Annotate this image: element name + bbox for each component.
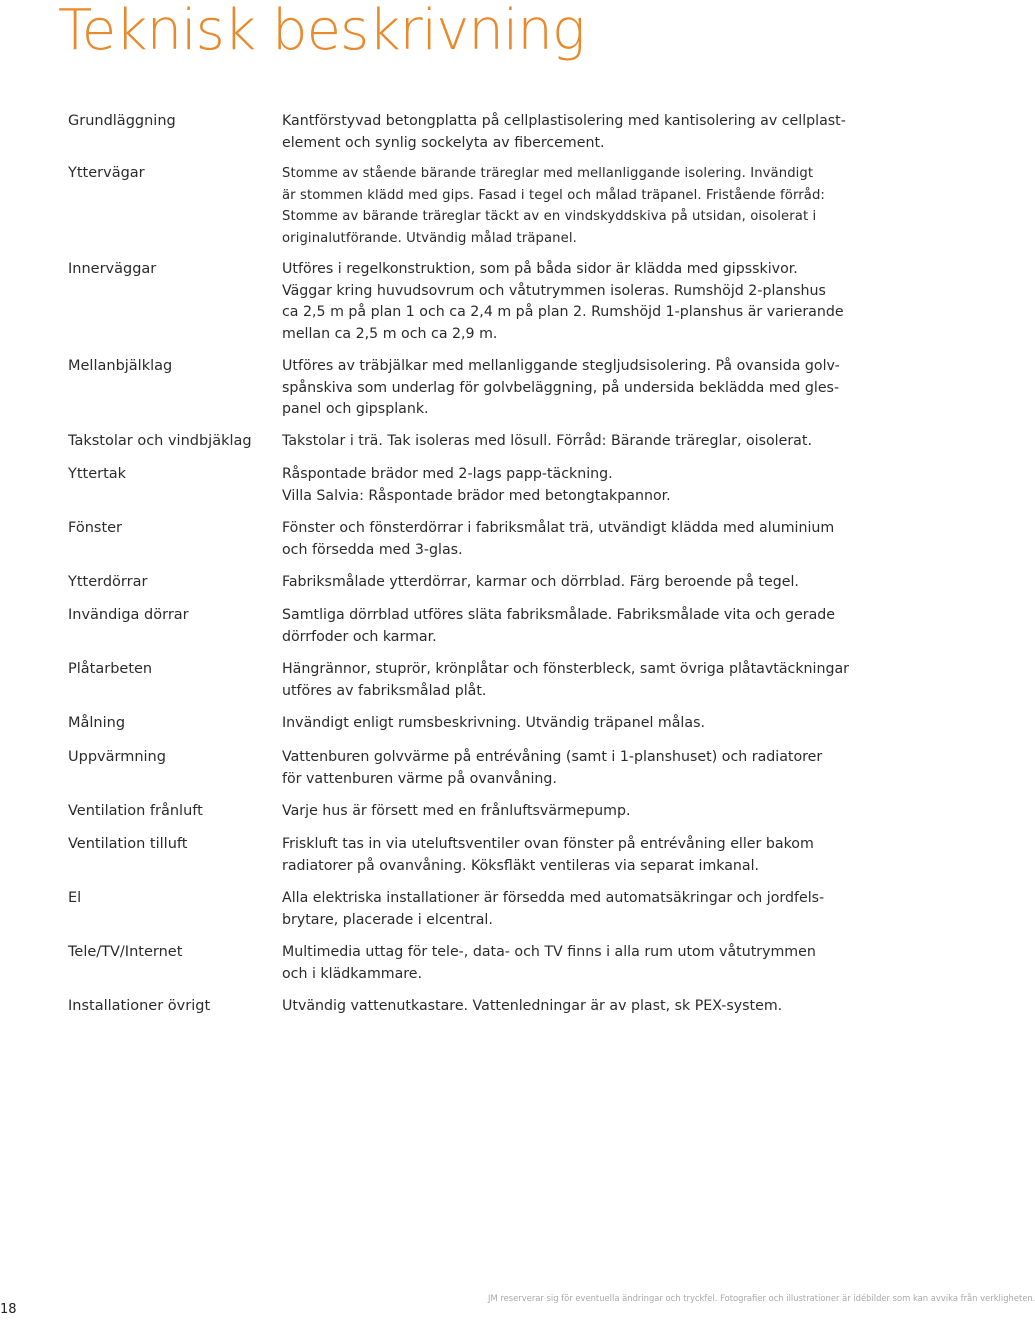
spec-label: Plåtarbeten <box>68 661 153 677</box>
spec-description-line: Multimedia uttag för tele-, data- och TV finns i alla rum utom våtutrymmen <box>282 944 816 960</box>
spec-label: Invändiga dörrar <box>68 607 189 623</box>
spec-description <box>282 572 842 594</box>
spec-description-line: spånskiva som underlag för golvbeläggning, på undersida beklädda med gles- <box>282 379 840 396</box>
spec-description <box>282 464 842 507</box>
spec-description-line: Utföres i regelkonstruktion, som på båda sidor är klädda med gipsskivor. <box>282 261 798 277</box>
spec-description-line: Stomme av bärande träreglar täckt av en vindskyddskiva på utsidan, oisolerat i <box>282 209 817 224</box>
spec-label: Målning <box>68 715 126 731</box>
spec-description <box>282 996 842 1018</box>
spec-label: Ventilation tilluft <box>68 836 188 852</box>
spec-description-line: radiatorer på ovanvåning. Köksfläkt ventileras via separat imkanal. <box>282 857 760 874</box>
spec-description-line: Samtliga dörrblad utföres släta fabriksmålade. Fabriksmålade vita och gerade <box>282 607 836 623</box>
spec-label: Ventilation frånluft <box>68 803 203 819</box>
spec-description <box>282 801 842 823</box>
spec-description-line: dörrfoder och karmar. <box>282 628 437 645</box>
spec-label: Ytterdörrar <box>68 574 148 590</box>
spec-label: El <box>68 890 82 906</box>
spec-description <box>282 605 842 648</box>
spec-description <box>282 518 842 561</box>
spec-label: Fönster <box>68 520 123 536</box>
spec-description-line: och i klädkammare. <box>282 965 423 982</box>
page-title: Teknisk beskrivning <box>58 0 585 63</box>
spec-description-line: Alla elektriska installationer är försedda med automatsäkringar och jordfels- <box>282 890 825 906</box>
spec-description-line: Invändigt enligt rumsbeskrivning. Utvändig träpanel målas. <box>282 715 705 731</box>
spec-description-line: Varje hus är försett med en frånluftsvärmepump. <box>282 803 631 819</box>
spec-description <box>282 163 842 249</box>
footer-disclaimer: JM reserverar sig för eventuella ändringar och tryckfel. Fotografier och illustrationer är idébilder som kan avvika från verkligheten. <box>488 1293 1035 1303</box>
spec-description <box>282 111 846 154</box>
spec-description <box>282 259 842 345</box>
spec-description-line: Villa Salvia: Råspontade brädor med betongtakpannor. <box>282 487 671 504</box>
spec-description-line: och försedda med 3-glas. <box>282 541 463 558</box>
spec-description-line: element och synlig sockelyta av fibercement. <box>282 134 605 151</box>
spec-description-line: Kantförstyvad betongplatta på cellplastisolering med kantisolering av cellplast- <box>282 113 846 129</box>
spec-description-line: utföres av fabriksmålad plåt. <box>282 682 487 699</box>
spec-label: Grundläggning <box>68 113 176 129</box>
spec-description-line: Vattenburen golvvärme på entrévåning (samt i 1-planshuset) och radiatorer <box>282 749 823 765</box>
spec-label: Tele/TV/Internet <box>68 944 183 960</box>
spec-description-line: Takstolar i trä. Tak isoleras med lösull. Förråd: Bärande träreglar, oisolerat. <box>282 433 812 449</box>
spec-description-line: för vattenburen värme på ovanvåning. <box>282 770 557 787</box>
spec-label: Yttervägar <box>68 165 145 181</box>
spec-label: Installationer övrigt <box>68 998 211 1014</box>
spec-description-line: Utföres av träbjälkar med mellanliggande stegljudsisolering. På ovansida golv- <box>282 358 840 374</box>
spec-description <box>282 942 842 985</box>
spec-description-line: Fabriksmålade ytterdörrar, karmar och dörrblad. Färg beroende på tegel. <box>282 574 799 590</box>
spec-description <box>282 356 842 421</box>
spec-description-line: Råspontade brädor med 2-lags papp-täckning. <box>282 466 613 482</box>
spec-label: Uppvärmning <box>68 749 166 765</box>
spec-description-line: mellan ca 2,5 m och ca 2,9 m. <box>282 325 498 342</box>
spec-description-line: ca 2,5 m på plan 1 och ca 2,4 m på plan 2. Rumshöjd 1-planshus är varierande <box>282 304 844 320</box>
spec-label: Mellanbjälklag <box>68 358 173 374</box>
page-number: 18 <box>0 1302 17 1317</box>
spec-description <box>282 834 842 877</box>
spec-description-line: Stomme av stående bärande träreglar med mellanliggande isolering. Invändigt <box>282 166 814 181</box>
spec-description-line: är stommen klädd med gips. Fasad i tegel och målad träpanel. Fristående förråd: <box>282 187 825 203</box>
spec-description-line: Utvändig vattenutkastare. Vattenledningar är av plast, sk PEX-system. <box>282 998 783 1014</box>
spec-label: Innerväggar <box>68 261 157 277</box>
spec-description <box>282 888 842 931</box>
spec-description-line: Friskluft tas in via uteluftsventiler ovan fönster på entrévåning eller bakom <box>282 836 814 852</box>
spec-description <box>282 747 842 790</box>
spec-description <box>282 713 842 735</box>
spec-description-line: Hängrännor, stuprör, krönplåtar och fönsterbleck, samt övriga plåtavtäckningar <box>282 661 850 677</box>
spec-description <box>282 659 850 702</box>
spec-label: Takstolar och vindbjäklag <box>68 433 252 449</box>
spec-description-line: brytare, placerade i elcentral. <box>282 911 493 928</box>
spec-description-line: originalutförande. Utvändig målad träpanel. <box>282 230 577 246</box>
spec-description <box>282 431 842 453</box>
spec-description-line: Väggar kring huvudsovrum och våtutrymmen isoleras. Rumshöjd 2-planshus <box>282 282 826 299</box>
spec-description-line: panel och gipsplank. <box>282 401 429 417</box>
spec-description-line: Fönster och fönsterdörrar i fabriksmålat trä, utvändigt klädda med aluminium <box>282 520 835 536</box>
spec-label: Yttertak <box>68 466 127 482</box>
